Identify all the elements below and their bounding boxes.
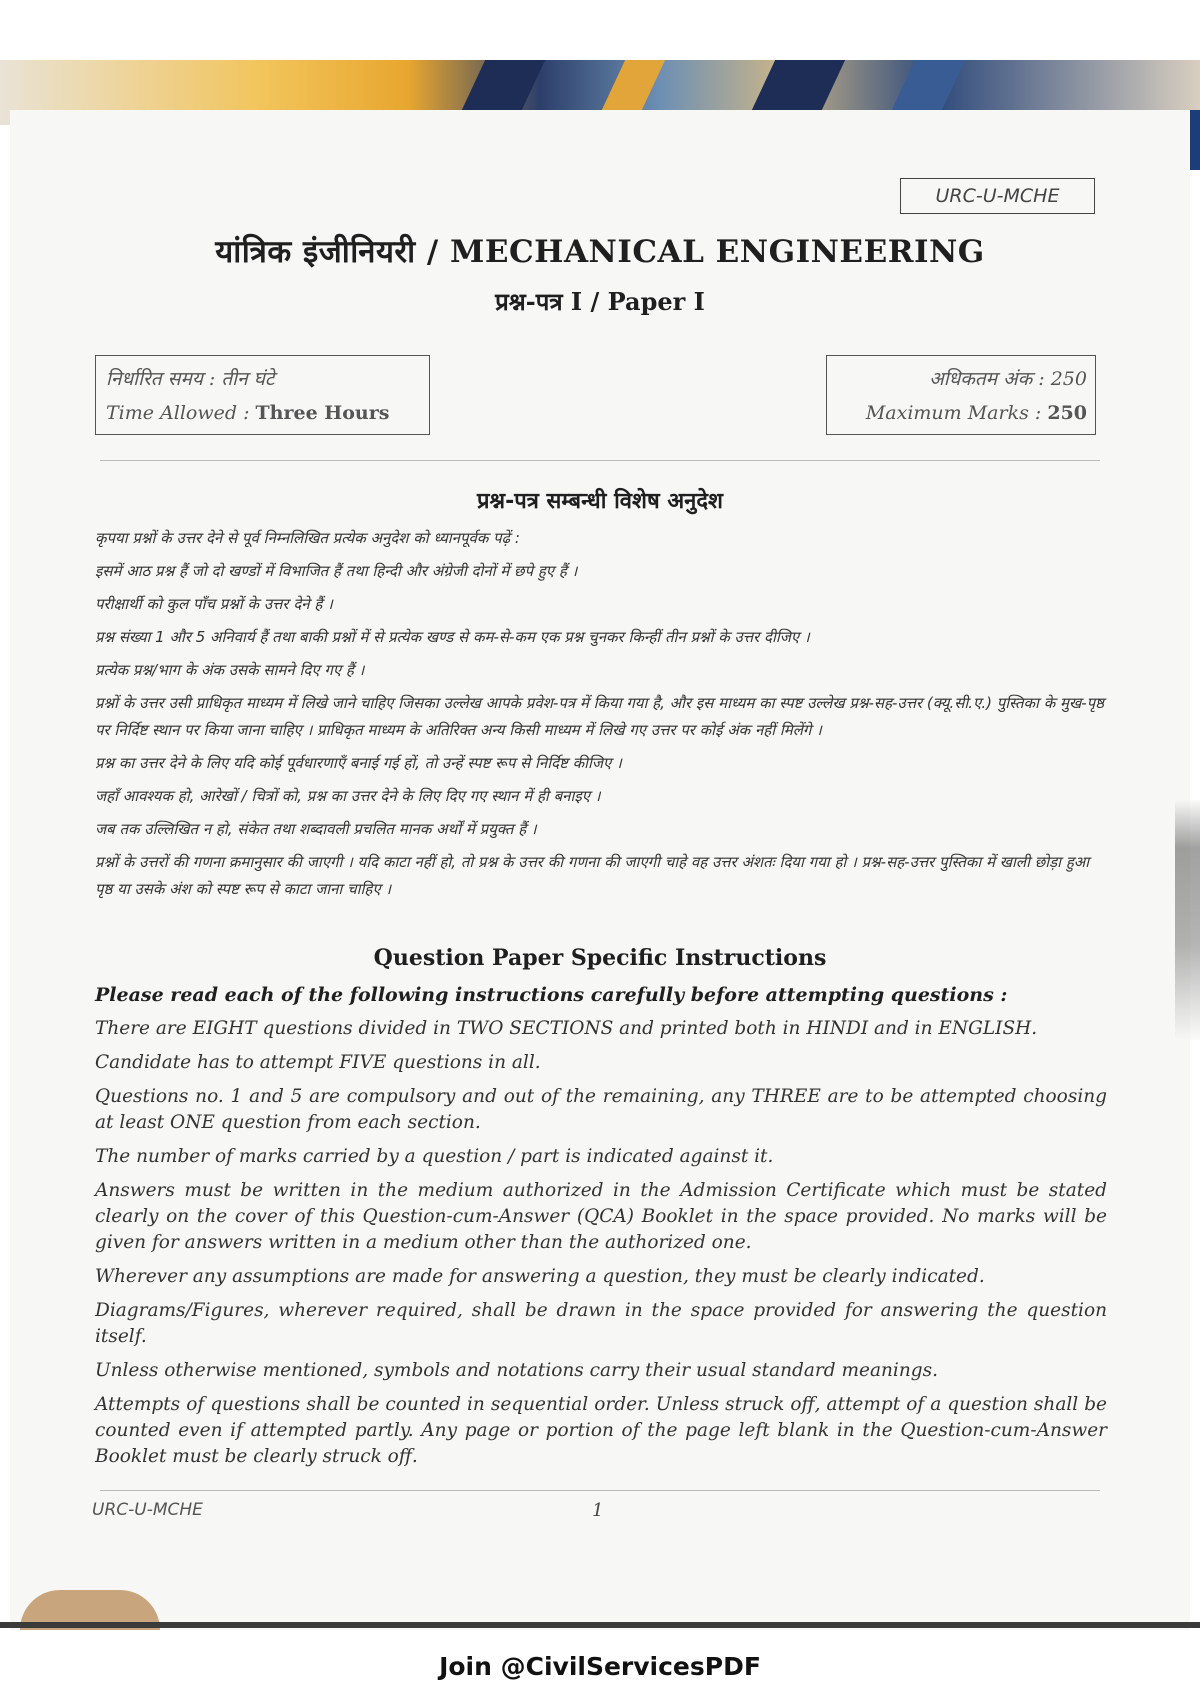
english-instructions-lead: Please read each of the following instructions carefully before attempting questions : — [95, 984, 1008, 1006]
marks-english — [835, 396, 1087, 430]
hindi-instruction-line: कृपया प्रश्नों के उत्तर देने से पूर्व निम्नलिखित प्रत्येक अनुदेश को ध्यानपूर्वक पढ़ें : — [95, 529, 520, 547]
page-bottom-edge — [0, 1622, 1200, 1628]
divider — [100, 460, 1100, 461]
english-instruction-line: Questions no. 1 and 5 are compulsory and out of the remaining, any THREE are to be attempted choosing at least ONE question from each section. — [95, 1086, 1107, 1133]
time-english — [106, 396, 419, 430]
hindi-instructions — [95, 525, 1105, 909]
hindi-instructions-heading: प्रश्न-पत्र सम्बन्धी विशेष अनुदेश — [477, 489, 723, 514]
hindi-instruction-line: इसमें आठ प्रश्न हैं जो दो खण्डों में विभाजित हैं तथा हिन्दी और अंग्रेजी दोनों में छपे हुए हैं । — [95, 562, 578, 580]
hindi-instruction-line: परीक्षार्थी को कुल पाँच प्रश्नों के उत्तर देने हैं । — [95, 595, 333, 613]
marks-label: Maximum Marks : — [865, 402, 1048, 424]
footer-paper-code: URC-U-MCHE — [92, 1500, 203, 1520]
english-instruction-line: Attempts of questions shall be counted in sequential order. Unless struck off, attempt of a question shall be counted even if attempted partly. Any page or portion of the page left blank in the Question-cum-Answer Booklet must be clearly struck off. — [95, 1394, 1107, 1467]
english-instructions-heading: Question Paper Specific Instructions — [373, 945, 827, 971]
page-title: यांत्रिक इंजीनियरी / MECHANICAL ENGINEERING — [215, 234, 985, 270]
english-instruction-line: Answers must be written in the medium authorized in the Admission Certificate which must be stated clearly on the cover of this Question-cum-Answer (QCA) Booklet in the space provided. No marks will be given for answers written in a medium other than the authorized one. — [95, 1180, 1107, 1253]
hindi-instruction-line: प्रश्न संख्या 1 और 5 अनिवार्य हैं तथा बाकी प्रश्नों में से प्रत्येक खण्ड से कम-से-कम एक प्रश्न चुनकर किन्हीं तीन प्रश्नों के उत्तर दीजिए । — [95, 628, 810, 646]
maximum-marks-box — [826, 355, 1096, 435]
english-instruction-line: Unless otherwise mentioned, symbols and notations carry their usual standard meanings. — [95, 1360, 938, 1381]
english-instruction-line: The number of marks carried by a question / part is indicated against it. — [95, 1146, 774, 1167]
hindi-instruction-line: जब तक उल्लिखित न हो, संकेत तथा शब्दावली प्रचलित मानक अर्थों में प्रयुक्त हैं । — [95, 820, 537, 838]
english-instruction-line: Diagrams/Figures, wherever required, shall be drawn in the space provided for answering the question itself. — [95, 1300, 1107, 1347]
paper-code-box: URC-U-MCHE — [900, 178, 1095, 214]
english-instruction-line: Wherever any assumptions are made for answering a question, they must be clearly indicated. — [95, 1266, 985, 1287]
hindi-instruction-line: प्रश्नों के उत्तरों की गणना क्रमानुसार की जाएगी । यदि काटा नहीं हो, तो प्रश्न के उत्तर की गणना की जाएगी चाहे वह उत्तर अंशतः दिया गया हो । प्रश्न-सह-उत्तर पुस्तिका में खाली छोड़ा हुआ पृष्ठ या उसके अंश को स्पष्ट रूप से काटा जाना चाहिए । — [95, 853, 1090, 898]
hindi-instruction-line: जहाँ आवश्यक हो, आरेखों / चित्रों को, प्रश्न का उत्तर देने के लिए दिए गए स्थान में ही बनाइए । — [95, 787, 601, 805]
time-label: Time Allowed : — [106, 402, 256, 424]
english-instruction-line: Candidate has to attempt FIVE questions in all. — [95, 1052, 541, 1073]
time-value: Three Hours — [255, 402, 390, 424]
time-allowed-box — [95, 355, 430, 435]
english-instruction-line: There are EIGHT questions divided in TWO SECTIONS and printed both in HINDI and in ENGLISH. — [95, 1018, 1038, 1039]
watermark-text: Join @CivilServicesPDF — [439, 1652, 761, 1681]
hindi-instruction-line: प्रश्नों के उत्तर उसी प्राधिकृत माध्यम में लिखे जाने चाहिए जिसका उल्लेख आपके प्रवेश-पत्र में किया गया है, और इस माध्यम का स्पष्ट उल्लेख प्रश्न-सह-उत्तर (क्यू.सी.ए.) पुस्तिका के मुख-पृष्ठ पर निर्दिष्ट स्थान पर किया जाना चाहिए । प्राधिकृत माध्यम के अतिरिक्त अन्य किसी माध्यम में लिखे गए उत्तर पर कोई अंक नहीं मिलेंगे । — [95, 694, 1105, 739]
page-number: 1 — [592, 1500, 604, 1521]
edge-decoration — [1175, 800, 1200, 1040]
time-hindi: निर्धारित समय : तीन घंटे — [106, 368, 275, 390]
hindi-instruction-line: प्रश्न का उत्तर देने के लिए यदि कोई पूर्वधारणाएँ बनाई गई हों, तो उन्हें स्पष्ट रूप से निर्दिष्ट कीजिए । — [95, 754, 622, 772]
paper-subtitle: प्रश्न-पत्र I / Paper I — [495, 287, 705, 316]
marks-value: 250 — [1047, 402, 1087, 424]
english-instructions — [95, 982, 1107, 1478]
marks-hindi: अधिकतम अंक : 250 — [929, 368, 1087, 390]
footer-divider — [100, 1490, 1100, 1491]
hindi-instruction-line: प्रत्येक प्रश्न/भाग के अंक उसके सामने दिए गए हैं । — [95, 661, 365, 679]
